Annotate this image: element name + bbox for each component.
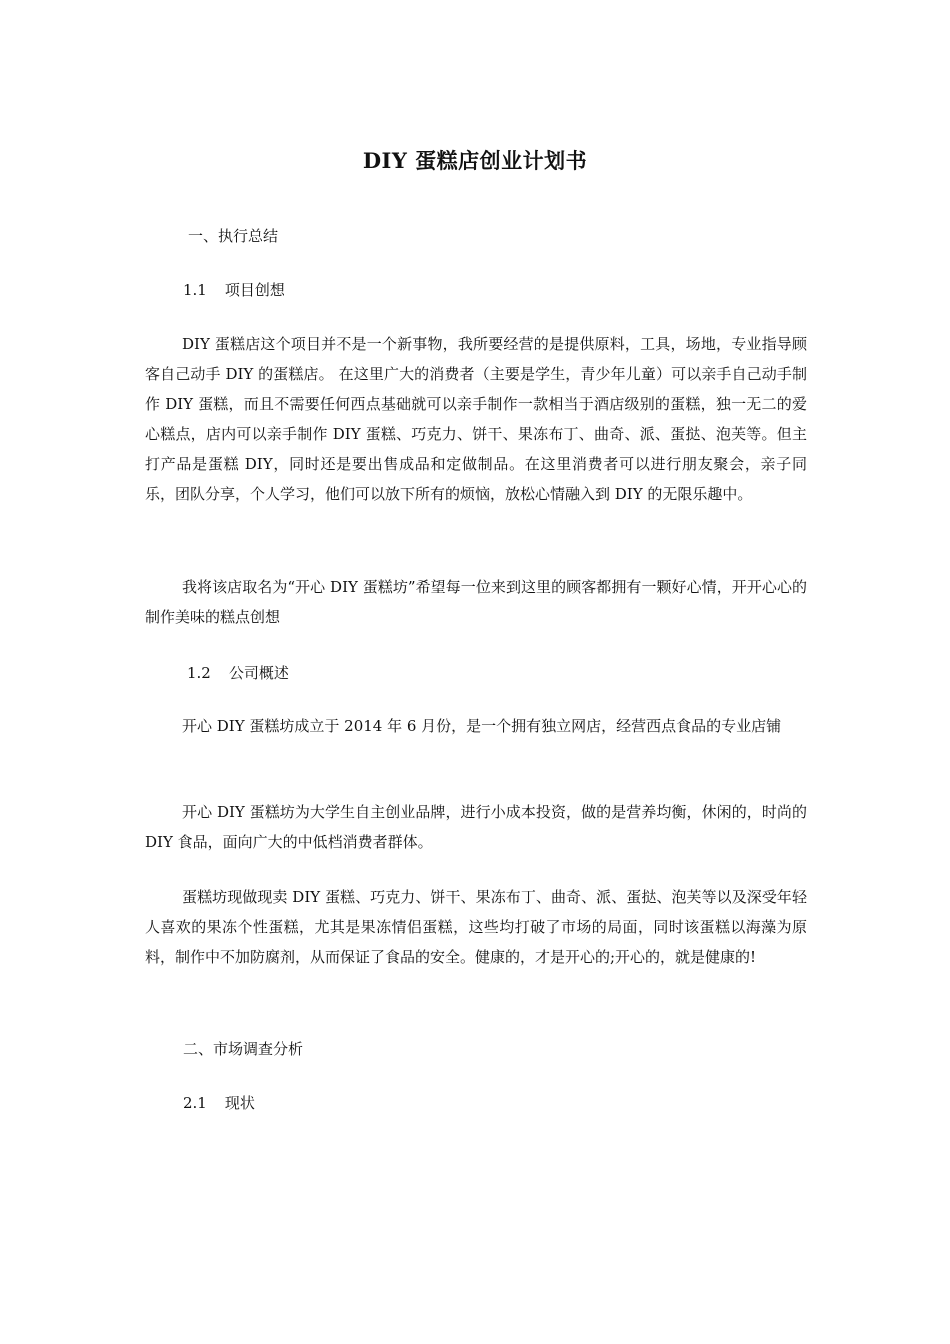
section-heading-text: 一、执行总结 xyxy=(188,227,279,245)
subsection-heading-text: 项目创想 xyxy=(224,281,285,299)
paragraph-project-idea: DIY 蛋糕店这个项目并不是一个新事物，我所要经营的是提供原料，工具，场地，专业指导顾客自己动手 DIY 的蛋糕店。 在这里广大的消费者（主要是学生，青少年儿童）可以亲手自己动手制作 DIY 蛋糕，而且不需要任何西点基础就可以亲手制作一款相当于酒店级别的蛋糕，独一无二的爱心糕点，店内可以亲手制作 DIY 蛋糕、巧克力、饼干、果冻布丁、曲奇、派、蛋挞、泡芙等。但主打产品是蛋糕 DIY，同时还是要出售成品和定做制品。在这里消费者可以进行朋友聚会，亲子同乐，团队分享，个人学习，他们可以放下所有的烦恼，放松心情融入到 DIY 的无限乐趣中。 xyxy=(145,335,807,503)
section-heading-executive-summary xyxy=(188,225,278,246)
subsection-heading-text: 公司概述 xyxy=(228,664,289,682)
section-heading-text: 二、市场调查分析 xyxy=(183,1040,304,1058)
section-heading-market-analysis xyxy=(183,1038,303,1059)
subsection-heading-current-status xyxy=(183,1092,255,1113)
subsection-heading-company-overview xyxy=(187,662,289,683)
subsection-number: 1.1 xyxy=(183,281,207,299)
subsection-number: 1.2 xyxy=(187,664,211,682)
paragraph-company-founded: 开心 DIY 蛋糕坊成立于 2014 年 6 月份，是一个拥有独立网店，经营西点食品的专业店铺 xyxy=(182,717,782,735)
paragraph-brand-positioning: 开心 DIY 蛋糕坊为大学生自主创业品牌，进行小成本投资，做的是营养均衡，休闲的，时尚的 DIY 食品，面向广大的中低档消费者群体。 xyxy=(145,803,807,851)
paragraph-products: 蛋糕坊现做现卖 DIY 蛋糕、巧克力、饼干、果冻布丁、曲奇、派、蛋挞、泡芙等以及深受年轻人喜欢的果冻个性蛋糕，尤其是果冻情侣蛋糕，这些均打破了市场的局面，同时该蛋糕以海藻为原料，制作中不加防腐剂，从而保证了食品的安全。健康的，才是开心的;开心的，就是健康的! xyxy=(145,888,807,966)
document-title: DIY 蛋糕店创业计划书 xyxy=(362,148,588,173)
paragraph-shop-name: 我将该店取名为“开心 DIY 蛋糕坊”希望每一位来到这里的顾客都拥有一颗好心情，开开心心的制作美味的糕点创想 xyxy=(145,578,807,626)
subsection-number: 2.1 xyxy=(183,1094,207,1112)
subsection-heading-project-idea xyxy=(183,279,285,300)
subsection-heading-text: 现状 xyxy=(224,1094,255,1112)
